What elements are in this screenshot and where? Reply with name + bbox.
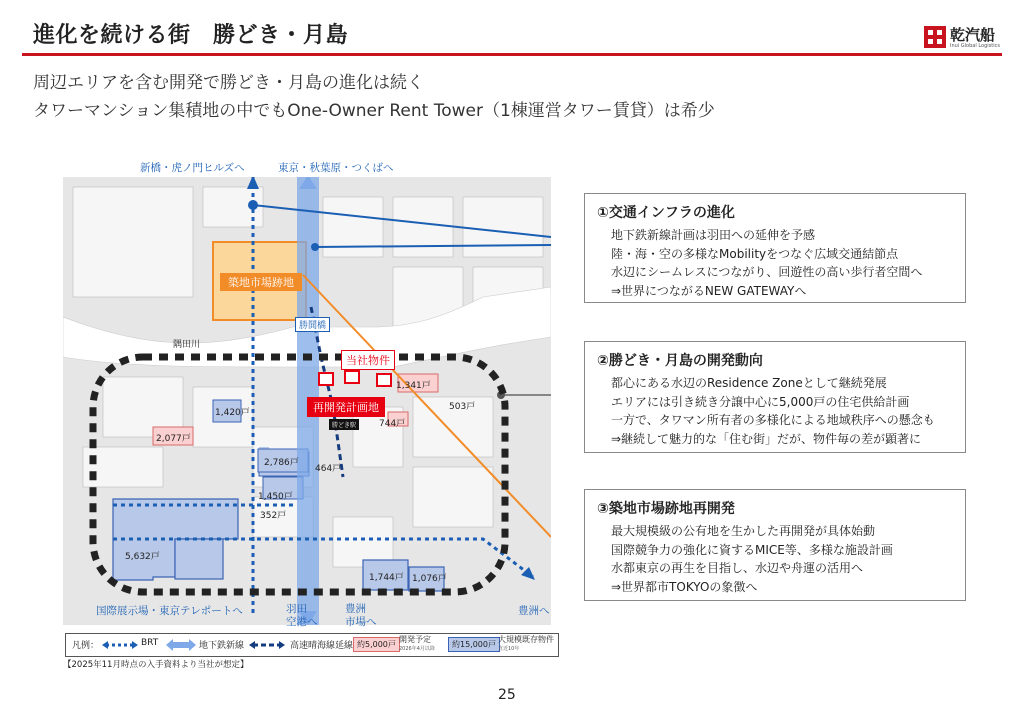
legend-plan-sample: 約5,000戸 (353, 637, 400, 652)
kachidoki-bridge-label: 勝鬨橋 (295, 317, 330, 332)
units-1341: 1,341戸 (396, 381, 431, 391)
legend-highway: 高速晴海線延線 (290, 641, 354, 651)
legend-exist-label: 大規模既存物件 (498, 635, 554, 644)
callout-transport-title: ①交通インフラの進化 (597, 205, 735, 221)
callout-line: 一方で、タワマン所有者の多様化による地域秩序への懸念も (611, 413, 935, 427)
callout-line: 地下鉄新線計画は羽田への延伸を予感 (611, 228, 816, 242)
callout-tsukiji-title: ③築地市場跡地再開発 (597, 501, 735, 517)
page-title: 進化を続ける街 勝どき・月島 (33, 23, 349, 48)
legend-plan-label: 開発予定 (399, 635, 431, 644)
legend-plan-sub: 2026年4月以降 (399, 646, 435, 652)
dir-haneda: 羽田 空港へ (286, 603, 318, 628)
company-logo-icon (924, 26, 946, 48)
units-5632: 5,632戸 (125, 552, 160, 562)
units-503: 503戸 (449, 402, 476, 412)
units-744: 744戸 (379, 419, 406, 429)
tsukiji-label: 築地市場跡地 (220, 273, 302, 291)
legend-exist-sample: 約15,000戸 (448, 637, 500, 652)
dir-toyosu: 豊洲へ (518, 605, 550, 617)
units-352: 352戸 (260, 511, 287, 521)
callout-line: ⇒世界都市TOKYOの象徴へ (611, 579, 758, 594)
legend-exist-sub: 直近10年 (498, 646, 520, 652)
callout-line: 都心にある水辺のResidence Zoneとして継続発展 (611, 376, 887, 390)
units-1420: 1,420戸 (215, 408, 250, 418)
dir-toyosu-market: 豊洲 市場へ (345, 603, 377, 628)
callout-line: 陸・海・空の多様なMobilityをつなぐ広域交通結節点 (611, 246, 899, 261)
subtitle-line-1: 周辺エリアを含む開発で勝どき・月島の進化は続く (33, 73, 424, 93)
own-property-label: 当社物件 (341, 350, 395, 370)
company-subname: Inui Global Logistics (950, 43, 1000, 49)
units-1744: 1,744戸 (369, 573, 404, 583)
page-number: 25 (498, 687, 516, 703)
units-2077: 2,077戸 (156, 434, 191, 444)
title-underline (22, 53, 1002, 56)
brt-legend-icon (102, 639, 138, 651)
company-name: 乾汽船 (950, 26, 996, 44)
sumidagawa-label: 隅田川 (173, 340, 201, 350)
units-1076: 1,076戸 (412, 574, 447, 584)
redev-label: 再開発計画地 (307, 397, 385, 417)
subtitle-line-2: タワーマンション集積地の中でもOne-Owner Rent Tower（1棟運営タワー賃貸）は希少 (33, 101, 715, 121)
callout-development-title: ②勝どき・月島の開発動向 (597, 353, 763, 369)
source-note: 【2025年11月時点の入手資料より当社が想定】 (63, 660, 249, 670)
callout-tsukiji (584, 489, 966, 601)
subway-legend-icon (166, 638, 196, 652)
callout-line: 水都東京の再生を目指し、水辺や舟運の活用へ (611, 561, 864, 575)
units-1450: 1,450戸 (258, 492, 293, 502)
units-464: 464戸 (315, 464, 342, 474)
callout-line: ⇒世界につながるNEW GATEWAYへ (611, 283, 807, 298)
dir-kokusai: 国際展示場・東京テレポートへ (96, 605, 243, 617)
area-map (63, 177, 551, 625)
callout-line: エリアには引き続き分譲中心に5,000戸の住宅供給計画 (611, 394, 910, 409)
callout-transport (584, 193, 966, 303)
callout-line: 最大規模級の公有地を生かした再開発が具体始動 (611, 524, 876, 538)
station-label: 勝どき駅 (329, 419, 359, 430)
legend-label: 凡例： (72, 641, 100, 651)
legend-brt: BRT (141, 638, 159, 648)
map-legend (65, 633, 559, 657)
dir-shinbashi: 新橋・虎ノ門ヒルズへ (140, 162, 245, 174)
units-2786: 2,786戸 (264, 458, 299, 468)
highway-legend-icon (249, 639, 285, 651)
callout-line: 水辺にシームレスにつながり、回遊性の高い歩行者空間へ (611, 265, 923, 279)
callout-line: 国際競争力の強化に資するMICE等、多様な施設計画 (611, 542, 893, 557)
callout-development (584, 341, 966, 453)
legend-subway: 地下鉄新線 (199, 641, 245, 651)
callout-line: ⇒継続して魅力的な「住む街」だが、物件毎の差が顕著に (611, 431, 922, 446)
dir-tokyo: 東京・秋葉原・つくばへ (278, 162, 394, 174)
